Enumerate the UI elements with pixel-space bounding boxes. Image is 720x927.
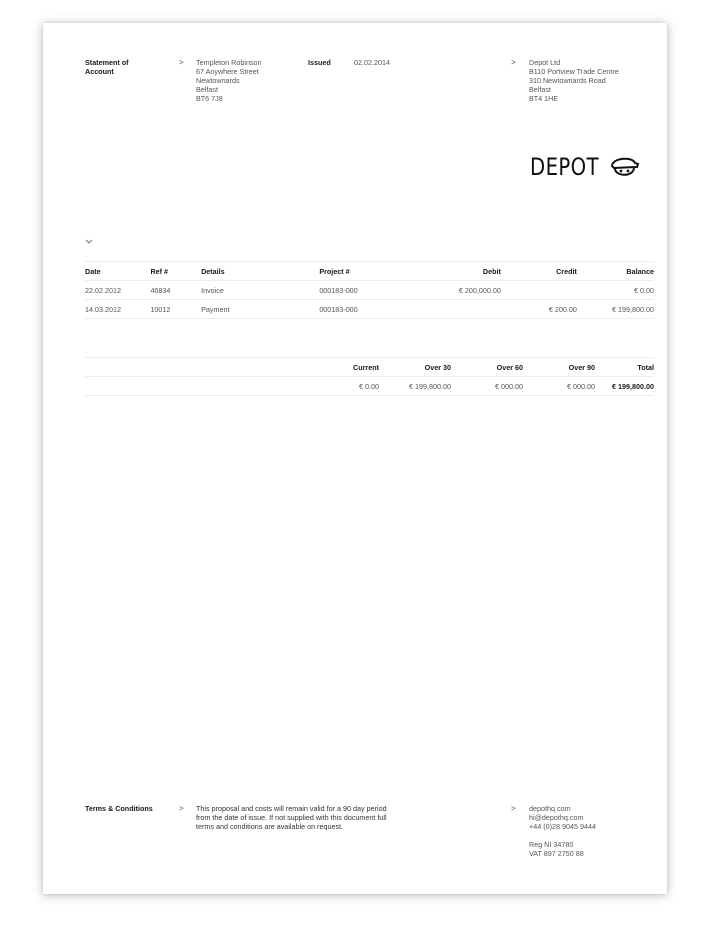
email-link[interactable]: hi@depothq.com bbox=[529, 813, 584, 822]
summary-header-row bbox=[85, 358, 654, 377]
cell-details: Payment bbox=[201, 300, 319, 319]
client-address: Templeton Robinson 67 Anywhere Street Newtownards Belfast BT6 7J8 bbox=[196, 58, 262, 103]
cell-date: 14.03.2012 bbox=[85, 300, 150, 319]
registration-details: Reg NI 34780 VAT 897 2750 88 bbox=[529, 840, 584, 858]
cell-balance: € 199,800.00 bbox=[577, 300, 654, 319]
column-header-over-30: Over 30 bbox=[379, 358, 451, 377]
issued-date: 02.02.2014 bbox=[354, 58, 390, 67]
summary-row bbox=[85, 377, 654, 396]
aging-summary-table bbox=[85, 357, 654, 396]
column-header-over-90: Over 90 bbox=[523, 358, 595, 377]
cell-date: 22.02.2012 bbox=[85, 281, 150, 300]
column-header-details: Details bbox=[201, 262, 319, 281]
cell-details: Invoice bbox=[201, 281, 319, 300]
column-header-balance: Balance bbox=[577, 262, 654, 281]
company-address: Depot Ltd B110 Portview Trade Centre 310 Newtownards Road Belfast BT4 1HE bbox=[529, 58, 619, 103]
cell-project: 000183-000 bbox=[319, 281, 456, 300]
website-link[interactable]: depothq.com bbox=[529, 804, 571, 813]
cell-debit: € 200,000.00 bbox=[457, 281, 501, 300]
transactions-table bbox=[85, 261, 654, 319]
logo-wordmark: DEPOT bbox=[530, 153, 600, 181]
column-header-over-60: Over 60 bbox=[451, 358, 523, 377]
document-title: Statement of Account bbox=[85, 58, 129, 76]
cell-current: € 0.00 bbox=[307, 377, 379, 396]
column-header-current: Current bbox=[307, 358, 379, 377]
column-header-credit: Credit bbox=[501, 262, 577, 281]
cell-total: € 199,800.00 bbox=[595, 377, 654, 396]
cell-over-30: € 199,800.00 bbox=[379, 377, 451, 396]
phone-number: +44 (0)28 9045 9444 bbox=[529, 822, 596, 831]
summary-spacer bbox=[85, 377, 307, 396]
table-row bbox=[85, 300, 654, 319]
cell-project: 000183-000 bbox=[319, 300, 456, 319]
depot-logo bbox=[530, 153, 640, 181]
chevron-right-icon: > bbox=[511, 58, 516, 67]
summary-spacer bbox=[85, 358, 307, 377]
cell-credit: € 200.00 bbox=[501, 300, 577, 319]
cell-balance: € 0.00 bbox=[577, 281, 654, 300]
contact-details bbox=[529, 804, 596, 831]
terms-label: Terms & Conditions bbox=[85, 804, 153, 813]
cell-ref: 10012 bbox=[150, 300, 201, 319]
chevron-right-icon: > bbox=[179, 58, 184, 67]
column-header-debit: Debit bbox=[457, 262, 501, 281]
table-row bbox=[85, 281, 654, 300]
cell-credit bbox=[501, 281, 577, 300]
chevron-right-icon: > bbox=[179, 804, 184, 813]
chevron-down-icon[interactable] bbox=[84, 238, 94, 246]
issued-label: Issued bbox=[308, 58, 331, 67]
column-header-total: Total bbox=[595, 358, 654, 377]
cell-over-60: € 000.00 bbox=[451, 377, 523, 396]
cell-ref: 46834 bbox=[150, 281, 201, 300]
column-header-ref: Ref # bbox=[150, 262, 201, 281]
cap-face-icon bbox=[606, 154, 640, 180]
statement-sheet bbox=[43, 23, 667, 894]
chevron-right-icon: > bbox=[511, 804, 516, 813]
cell-over-90: € 000.00 bbox=[523, 377, 595, 396]
cell-debit bbox=[457, 300, 501, 319]
column-header-date: Date bbox=[85, 262, 150, 281]
column-header-project: Project # bbox=[319, 262, 456, 281]
terms-text: This proposal and costs will remain valid for a 90 day period from the date of issue. If not supplied with this document full terms and conditions are available on request. bbox=[196, 804, 387, 831]
table-header-row bbox=[85, 262, 654, 281]
